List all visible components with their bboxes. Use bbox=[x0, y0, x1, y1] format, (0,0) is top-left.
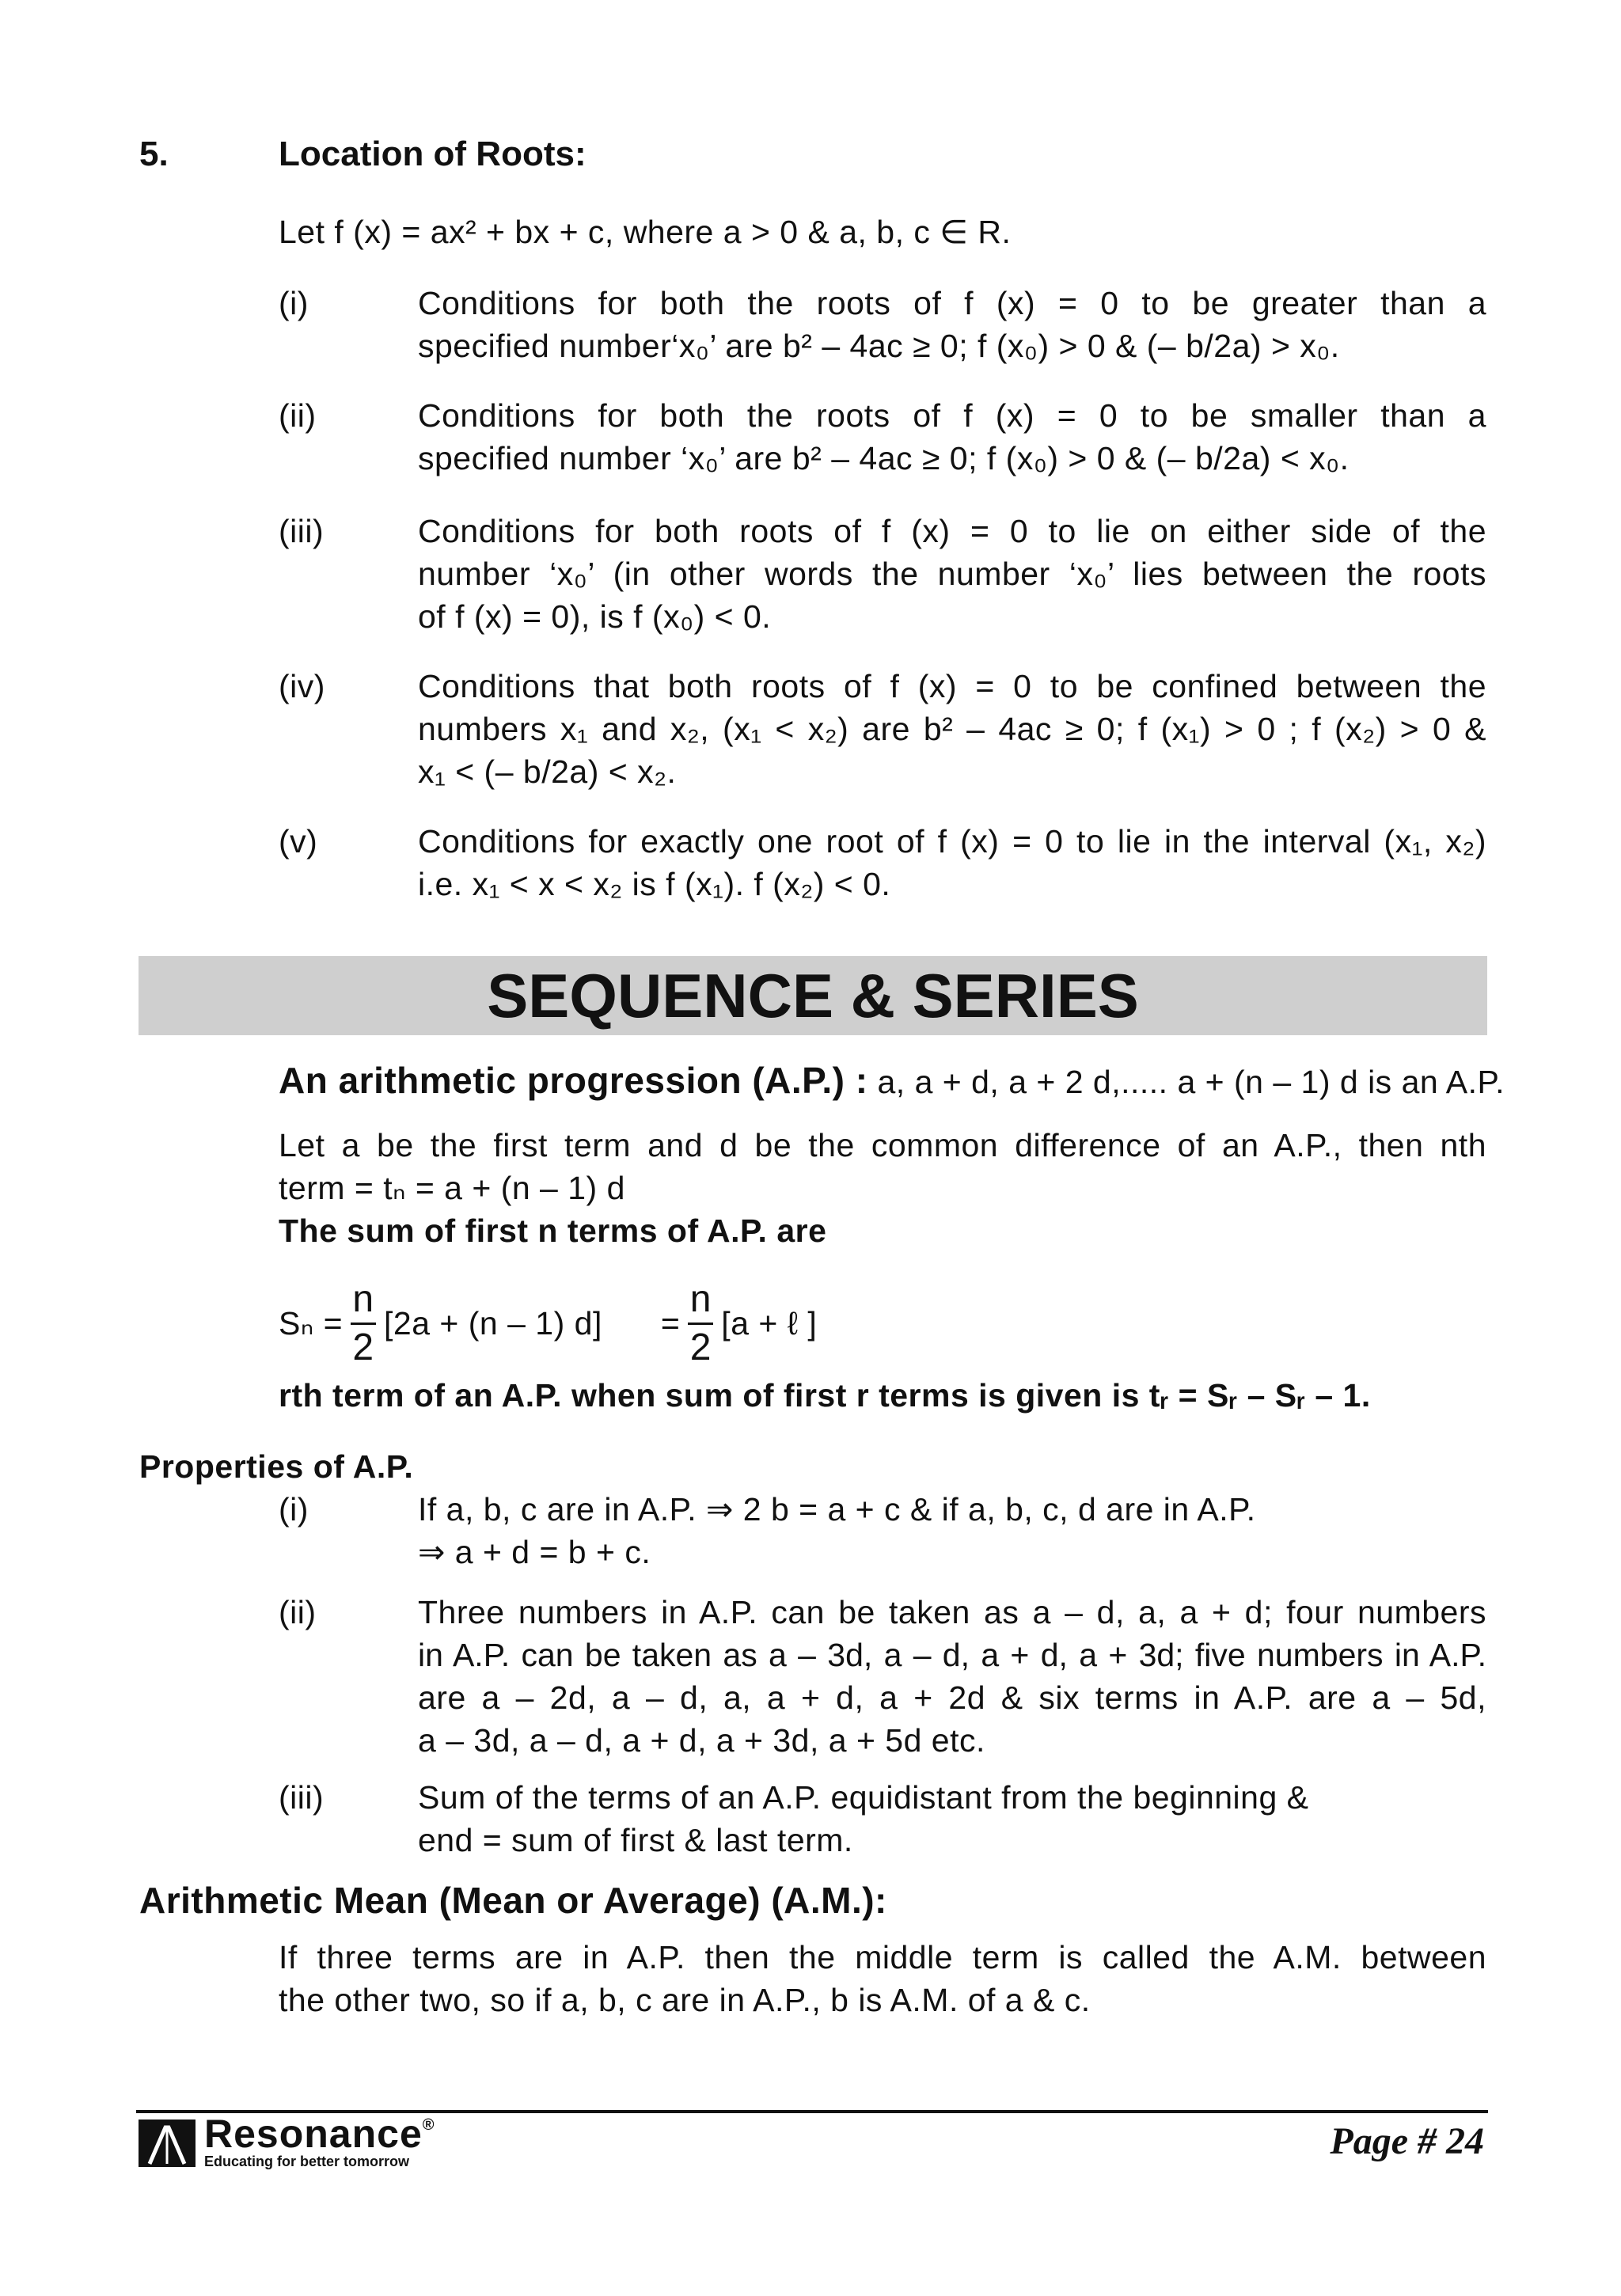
fraction-bar bbox=[351, 1323, 376, 1325]
am-line: the other two, so if a, b, c are in A.P., b is A.M. of a & c. bbox=[279, 1982, 1091, 2018]
formula-lhs: Sₙ = bbox=[279, 1305, 344, 1342]
formula-part1: [2a + (n – 1) d] bbox=[384, 1305, 602, 1342]
item-label: (i) bbox=[279, 285, 309, 321]
registered-mark: ® bbox=[422, 2116, 435, 2134]
fraction-n-over-2 bbox=[351, 1278, 376, 1369]
item-line: are a – 2d, a – d, a, a + d, a + 2d & six terms in A.P. are a – 5d, bbox=[418, 1679, 1486, 1716]
fraction-denominator: 2 bbox=[352, 1326, 374, 1368]
item-label: (iv) bbox=[279, 668, 325, 704]
item-label: (iii) bbox=[279, 513, 325, 549]
item-line: number ‘x₀’ (in other words the number ‘x₀’ lies between the roots bbox=[418, 556, 1486, 592]
ap-definition-line: Let a be the first term and d be the common difference of an A.P., then nth bbox=[279, 1127, 1486, 1163]
am-line: If three terms are in A.P. then the middle term is called the A.M. between bbox=[279, 1939, 1486, 1975]
item-line: ⇒ a + d = b + c. bbox=[418, 1534, 651, 1570]
logo-tagline: Educating for better tomorrow bbox=[204, 2154, 410, 2169]
ap-nth-term: term = tₙ = a + (n – 1) d bbox=[279, 1170, 625, 1206]
fraction-bar bbox=[688, 1323, 713, 1325]
banner-title: SEQUENCE & SERIES bbox=[487, 961, 1139, 1030]
fraction-n-over-2 bbox=[688, 1278, 713, 1369]
formula-equals: = bbox=[660, 1305, 681, 1342]
item-line: Three numbers in A.P. can be taken as a – d, a, a + d; four numbers bbox=[418, 1594, 1486, 1630]
item-line: If a, b, c are in A.P. ⇒ 2 b = a + c & if a, b, c, d are in A.P. bbox=[418, 1491, 1256, 1528]
ap-heading: An arithmetic progression (A.P.) : bbox=[279, 1060, 868, 1101]
ap-heading-line bbox=[279, 1059, 1505, 1103]
item-line: i.e. x₁ < x < x₂ is f (x₁). f (x₂) < 0. bbox=[418, 866, 891, 902]
section-intro: Let f (x) = ax² + bx + c, where a > 0 & a, b, c ∈ R. bbox=[279, 214, 1012, 250]
item-line: numbers x₁ and x₂, (x₁ < x₂) are b² – 4ac ≥ 0; f (x₁) > 0 ; f (x₂) > 0 & bbox=[418, 711, 1486, 747]
item-line: in A.P. can be taken as a – 3d, a – d, a + d, a + 3d; five numbers in A.P. bbox=[418, 1637, 1486, 1673]
properties-title: Properties of A.P. bbox=[139, 1448, 414, 1485]
page-number: Page # 24 bbox=[1330, 2120, 1484, 2162]
fraction-numerator: n bbox=[352, 1277, 374, 1320]
formula-part2: [a + ℓ ] bbox=[721, 1305, 818, 1342]
ap-heading-rest: a, a + d, a + 2 d,..... a + (n – 1) d is an A.P. bbox=[867, 1064, 1505, 1100]
item-line: x₁ < (– b/2a) < x₂. bbox=[418, 753, 677, 790]
fraction-numerator: n bbox=[689, 1277, 712, 1320]
item-line: Conditions that both roots of f (x) = 0 to be confined between the bbox=[418, 668, 1486, 704]
item-line: Sum of the terms of an A.P. equidistant from the beginning & bbox=[418, 1779, 1309, 1816]
logo-name: Resonance bbox=[204, 2112, 423, 2156]
item-line: specified number ‘x₀’ are b² – 4ac ≥ 0; f (x₀) > 0 & (– b/2a) < x₀. bbox=[418, 440, 1350, 476]
item-line: of f (x) = 0), is f (x₀) < 0. bbox=[418, 598, 772, 635]
item-line: specified number‘x₀’ are b² – 4ac ≥ 0; f (x₀) > 0 & (– b/2a) > x₀. bbox=[418, 328, 1340, 364]
ap-sum-formula bbox=[279, 1276, 817, 1371]
item-line: Conditions for exactly one root of f (x) = 0 to lie in the interval (x₁, x₂) bbox=[418, 823, 1486, 860]
item-line: Conditions for both the roots of f (x) = 0 to be smaller than a bbox=[418, 397, 1486, 434]
section-title: Location of Roots: bbox=[279, 135, 587, 173]
resonance-logo-icon bbox=[139, 2120, 196, 2167]
ap-sum-title: The sum of first n terms of A.P. are bbox=[279, 1213, 827, 1249]
item-label: (ii) bbox=[279, 397, 317, 434]
item-label: (i) bbox=[279, 1491, 309, 1528]
logo-wordmark bbox=[204, 2112, 435, 2156]
item-label: (v) bbox=[279, 823, 318, 860]
item-line: end = sum of first & last term. bbox=[418, 1822, 853, 1858]
item-label: (iii) bbox=[279, 1779, 325, 1816]
section-number: 5. bbox=[139, 135, 169, 173]
item-line: a – 3d, a – d, a + d, a + 3d, a + 5d etc. bbox=[418, 1722, 985, 1759]
fraction-denominator: 2 bbox=[689, 1326, 712, 1368]
item-line: Conditions for both the roots of f (x) = 0 to be greater than a bbox=[418, 285, 1486, 321]
ap-rth-term: rth term of an A.P. when sum of first r terms is given is tᵣ = Sᵣ – Sᵣ – 1. bbox=[279, 1377, 1371, 1414]
item-line: Conditions for both roots of f (x) = 0 to lie on either side of the bbox=[418, 513, 1486, 549]
item-label: (ii) bbox=[279, 1594, 317, 1630]
am-title: Arithmetic Mean (Mean or Average) (A.M.): bbox=[139, 1880, 887, 1921]
